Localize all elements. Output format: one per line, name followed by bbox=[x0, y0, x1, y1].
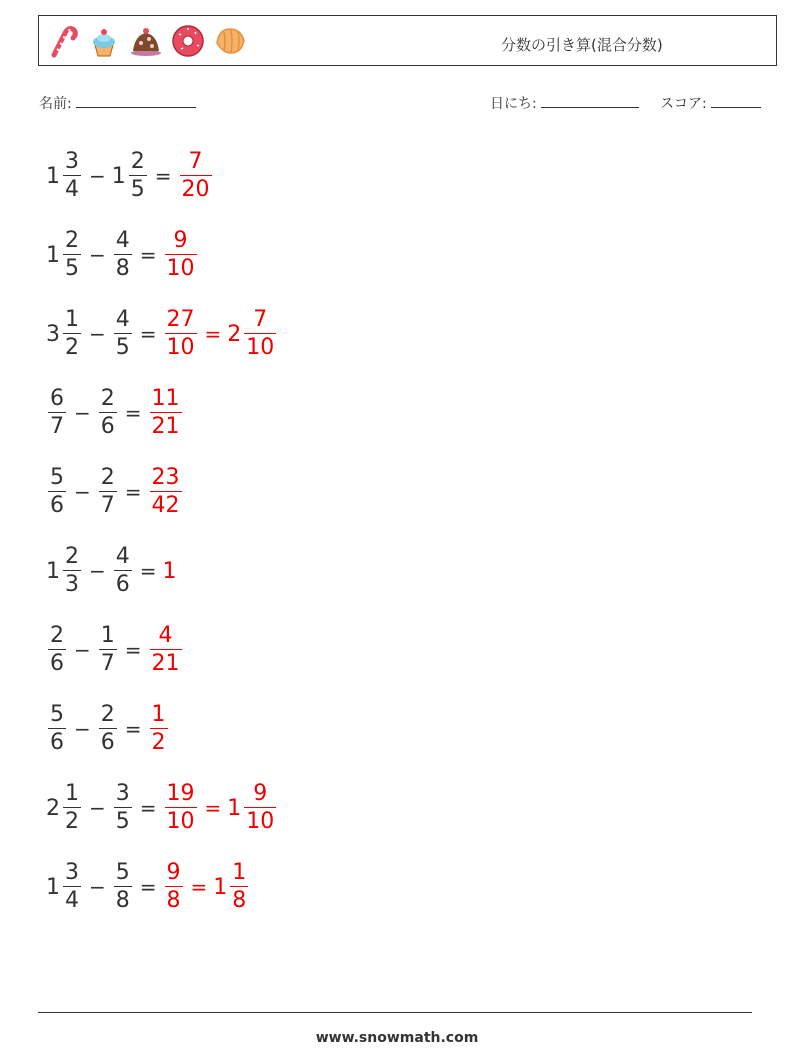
answer-part-denominator: 10 bbox=[166, 256, 195, 282]
answer-part-number bbox=[148, 385, 184, 440]
answer-part-denominator: 10 bbox=[166, 809, 195, 835]
subtrahend-fraction bbox=[114, 543, 132, 598]
score-field[interactable] bbox=[660, 93, 761, 113]
answer-part-fraction bbox=[180, 148, 212, 203]
equals-sign: = bbox=[124, 638, 142, 662]
answer bbox=[163, 227, 199, 282]
problem-row bbox=[46, 699, 170, 759]
subtrahend-numerator: 2 bbox=[130, 148, 145, 174]
answer-part-number bbox=[163, 559, 178, 584]
answer-part-numerator: 1 bbox=[232, 859, 247, 885]
equals-sign: = bbox=[190, 875, 208, 899]
answer bbox=[163, 306, 279, 361]
score-label: スコア: bbox=[660, 96, 707, 112]
minuend-numerator: 2 bbox=[50, 622, 64, 648]
minuend-whole: 1 bbox=[46, 558, 60, 584]
answer-part-denominator: 10 bbox=[246, 335, 275, 361]
subtrahend-fraction bbox=[129, 148, 147, 203]
answer-part-number bbox=[148, 622, 184, 677]
answer-part-numerator: 4 bbox=[158, 622, 173, 648]
minuend-number bbox=[46, 701, 68, 756]
minuend-fraction bbox=[63, 543, 81, 598]
minuend-whole: 1 bbox=[46, 163, 60, 189]
minuend-numerator: 5 bbox=[50, 464, 64, 490]
chocolate-cake-icon bbox=[129, 23, 163, 59]
answer-part-number bbox=[178, 148, 214, 203]
answer-part-numerator: 11 bbox=[151, 385, 180, 411]
minuend-numerator: 1 bbox=[65, 780, 79, 806]
subtrahend-numerator: 3 bbox=[115, 780, 130, 806]
subtrahend-denominator: 6 bbox=[100, 414, 115, 440]
subtrahend-numerator: 4 bbox=[115, 227, 130, 253]
answer-part-number bbox=[163, 306, 199, 361]
answer-part-fraction bbox=[150, 622, 182, 677]
name-field[interactable] bbox=[39, 93, 196, 113]
problem-row bbox=[46, 778, 278, 838]
subtrahend-numerator: 2 bbox=[100, 464, 115, 490]
minus-sign: − bbox=[74, 717, 91, 741]
answer-part-fraction bbox=[150, 701, 168, 756]
answer-part-whole: 1 bbox=[227, 795, 242, 821]
minuend-denominator: 6 bbox=[50, 651, 64, 677]
subtrahend-numerator: 2 bbox=[100, 701, 115, 727]
equals-sign: = bbox=[204, 322, 222, 346]
problem-row bbox=[46, 304, 278, 364]
answer-part-whole: 1 bbox=[213, 874, 228, 900]
minuend-whole: 1 bbox=[46, 874, 60, 900]
subtrahend-denominator: 7 bbox=[100, 493, 115, 519]
subtrahend-fraction bbox=[114, 780, 132, 835]
equals-sign: = bbox=[124, 401, 142, 425]
answer bbox=[148, 464, 184, 519]
answer-part-number bbox=[227, 780, 278, 835]
name-blank[interactable] bbox=[76, 94, 196, 108]
subtrahend-number bbox=[112, 306, 134, 361]
subtrahend-number bbox=[97, 622, 119, 677]
date-field[interactable] bbox=[490, 93, 639, 113]
minuend-denominator: 2 bbox=[65, 335, 79, 361]
minus-sign: − bbox=[89, 875, 106, 899]
minus-sign: − bbox=[89, 796, 106, 820]
donut-icon bbox=[171, 23, 205, 59]
answer-part-fraction bbox=[165, 227, 197, 282]
subtrahend-denominator: 5 bbox=[115, 809, 130, 835]
minuend-fraction bbox=[48, 701, 66, 756]
minuend-denominator: 5 bbox=[65, 256, 79, 282]
minus-sign: − bbox=[89, 164, 106, 188]
minuend-number bbox=[46, 306, 83, 361]
minuend-number bbox=[46, 543, 83, 598]
date-label: 日にち: bbox=[490, 96, 537, 112]
minus-sign: − bbox=[74, 638, 91, 662]
minus-sign: − bbox=[89, 559, 106, 583]
subtrahend-denominator: 7 bbox=[100, 651, 115, 677]
subtrahend-denominator: 6 bbox=[100, 730, 115, 756]
minuend-number bbox=[46, 385, 68, 440]
subtrahend-whole: 1 bbox=[111, 163, 126, 189]
minuend-fraction bbox=[48, 464, 66, 519]
minus-sign: − bbox=[74, 480, 91, 504]
answer-part-denominator: 21 bbox=[151, 414, 180, 440]
answer bbox=[148, 701, 170, 756]
minuend-denominator: 6 bbox=[50, 493, 64, 519]
score-blank[interactable] bbox=[711, 94, 761, 108]
subtrahend-number bbox=[112, 780, 134, 835]
subtrahend-fraction bbox=[114, 306, 132, 361]
equals-sign: = bbox=[124, 717, 142, 741]
answer-part-whole: 2 bbox=[227, 321, 242, 347]
subtrahend-numerator: 5 bbox=[115, 859, 130, 885]
subtrahend-fraction bbox=[99, 701, 117, 756]
minuend-number bbox=[46, 227, 83, 282]
answer bbox=[163, 859, 251, 914]
equals-sign: = bbox=[139, 796, 157, 820]
minuend-number bbox=[46, 148, 83, 203]
answer-part-number bbox=[163, 227, 199, 282]
subtrahend-denominator: 5 bbox=[130, 177, 145, 203]
problem-row bbox=[46, 383, 184, 443]
answer-part-number bbox=[148, 701, 170, 756]
subtrahend-fraction bbox=[99, 464, 117, 519]
minuend-fraction bbox=[63, 306, 81, 361]
minuend-denominator: 3 bbox=[65, 572, 79, 598]
minus-sign: − bbox=[89, 243, 106, 267]
subtrahend-number bbox=[112, 859, 134, 914]
subtrahend-fraction bbox=[114, 227, 132, 282]
subtrahend-denominator: 8 bbox=[115, 256, 130, 282]
equals-sign: = bbox=[139, 243, 157, 267]
answer-part-number bbox=[213, 859, 250, 914]
answer-part-numerator: 1 bbox=[151, 701, 166, 727]
answer-part-fraction bbox=[230, 859, 248, 914]
answer-part-numerator: 19 bbox=[166, 780, 195, 806]
answer bbox=[148, 622, 184, 677]
footer-url: www.snowmath.com bbox=[315, 1030, 479, 1046]
subtrahend-fraction bbox=[99, 385, 117, 440]
minuend-number bbox=[46, 464, 68, 519]
answer bbox=[148, 385, 184, 440]
date-blank[interactable] bbox=[541, 94, 639, 108]
minuend-denominator: 7 bbox=[50, 414, 64, 440]
minuend-fraction bbox=[63, 148, 81, 203]
equals-sign: = bbox=[154, 164, 172, 188]
answer-part-fraction bbox=[150, 464, 182, 519]
equals-sign: = bbox=[124, 480, 142, 504]
answer-part-denominator: 10 bbox=[166, 335, 195, 361]
subtrahend-numerator: 4 bbox=[115, 306, 130, 332]
answer-part-numerator: 9 bbox=[166, 859, 181, 885]
minuend-numerator: 2 bbox=[65, 543, 79, 569]
subtrahend-number bbox=[112, 543, 134, 598]
equals-sign: = bbox=[139, 559, 157, 583]
problem-row bbox=[46, 146, 214, 206]
minuend-fraction bbox=[48, 622, 66, 677]
answer bbox=[178, 148, 214, 203]
minuend-whole: 1 bbox=[46, 242, 60, 268]
minuend-numerator: 2 bbox=[65, 227, 79, 253]
minuend-fraction bbox=[63, 227, 81, 282]
cupcake-icon bbox=[87, 23, 121, 59]
subtrahend-denominator: 8 bbox=[115, 888, 130, 914]
answer-part-fraction bbox=[165, 859, 183, 914]
subtrahend-number bbox=[111, 148, 149, 203]
minuend-number bbox=[46, 622, 68, 677]
answer-part-number bbox=[148, 464, 184, 519]
answer-part-denominator: 21 bbox=[151, 651, 180, 677]
minuend-fraction bbox=[48, 385, 66, 440]
answer bbox=[163, 780, 279, 835]
minuend-denominator: 6 bbox=[50, 730, 64, 756]
answer-part-number bbox=[227, 306, 278, 361]
minuend-number bbox=[46, 780, 83, 835]
answer-part-whole: 1 bbox=[162, 558, 177, 584]
name-label: 名前: bbox=[39, 96, 72, 112]
minuend-numerator: 6 bbox=[50, 385, 64, 411]
subtrahend-fraction bbox=[114, 859, 132, 914]
minuend-numerator: 1 bbox=[65, 306, 79, 332]
answer-part-numerator: 9 bbox=[253, 780, 268, 806]
answer-part-denominator: 10 bbox=[246, 809, 275, 835]
answer-part-numerator: 7 bbox=[253, 306, 268, 332]
page-title: 分数の引き算(混合分数) bbox=[501, 36, 663, 54]
minuend-denominator: 2 bbox=[65, 809, 79, 835]
croissant-icon bbox=[213, 23, 247, 59]
subtrahend-number bbox=[97, 385, 119, 440]
minuend-fraction bbox=[63, 780, 81, 835]
answer-part-number bbox=[163, 780, 199, 835]
minuend-number bbox=[46, 859, 83, 914]
problem-row bbox=[46, 857, 250, 917]
minuend-denominator: 4 bbox=[65, 177, 79, 203]
answer-part-denominator: 2 bbox=[151, 730, 166, 756]
subtrahend-denominator: 6 bbox=[115, 572, 130, 598]
subtrahend-fraction bbox=[99, 622, 117, 677]
problem-row bbox=[46, 620, 184, 680]
problem-row bbox=[46, 225, 199, 285]
answer-part-number bbox=[163, 859, 185, 914]
subtrahend-denominator: 5 bbox=[115, 335, 130, 361]
answer-part-numerator: 9 bbox=[173, 227, 188, 253]
answer bbox=[163, 559, 178, 584]
minuend-whole: 3 bbox=[46, 321, 60, 347]
minuend-whole: 2 bbox=[46, 795, 60, 821]
answer-part-fraction bbox=[150, 385, 182, 440]
worksheet-header bbox=[38, 15, 777, 66]
subtrahend-number bbox=[97, 464, 119, 519]
answer-part-fraction bbox=[244, 780, 276, 835]
minuend-numerator: 3 bbox=[65, 859, 79, 885]
answer-part-denominator: 8 bbox=[232, 888, 247, 914]
answer-part-numerator: 23 bbox=[151, 464, 180, 490]
subtrahend-number bbox=[97, 701, 119, 756]
problem-row bbox=[46, 462, 184, 522]
answer-part-denominator: 20 bbox=[181, 177, 210, 203]
minuend-fraction bbox=[63, 859, 81, 914]
footer-divider bbox=[38, 1012, 752, 1013]
minuend-numerator: 3 bbox=[65, 148, 79, 174]
answer-part-fraction bbox=[165, 780, 197, 835]
minuend-denominator: 4 bbox=[65, 888, 79, 914]
subtrahend-numerator: 4 bbox=[115, 543, 130, 569]
answer-part-denominator: 42 bbox=[151, 493, 180, 519]
icon-strip bbox=[45, 23, 247, 59]
minuend-numerator: 5 bbox=[50, 701, 64, 727]
subtrahend-number bbox=[112, 227, 134, 282]
subtrahend-numerator: 2 bbox=[100, 385, 115, 411]
answer-part-numerator: 27 bbox=[166, 306, 195, 332]
problem-row bbox=[46, 541, 178, 601]
minus-sign: − bbox=[89, 322, 106, 346]
answer-part-denominator: 8 bbox=[166, 888, 181, 914]
equals-sign: = bbox=[204, 796, 222, 820]
candy-cane-icon bbox=[45, 23, 79, 59]
subtrahend-numerator: 1 bbox=[100, 622, 115, 648]
answer-part-fraction bbox=[165, 306, 197, 361]
equals-sign: = bbox=[139, 875, 157, 899]
answer-part-numerator: 7 bbox=[188, 148, 203, 174]
minus-sign: − bbox=[74, 401, 91, 425]
equals-sign: = bbox=[139, 322, 157, 346]
answer-part-fraction bbox=[244, 306, 276, 361]
